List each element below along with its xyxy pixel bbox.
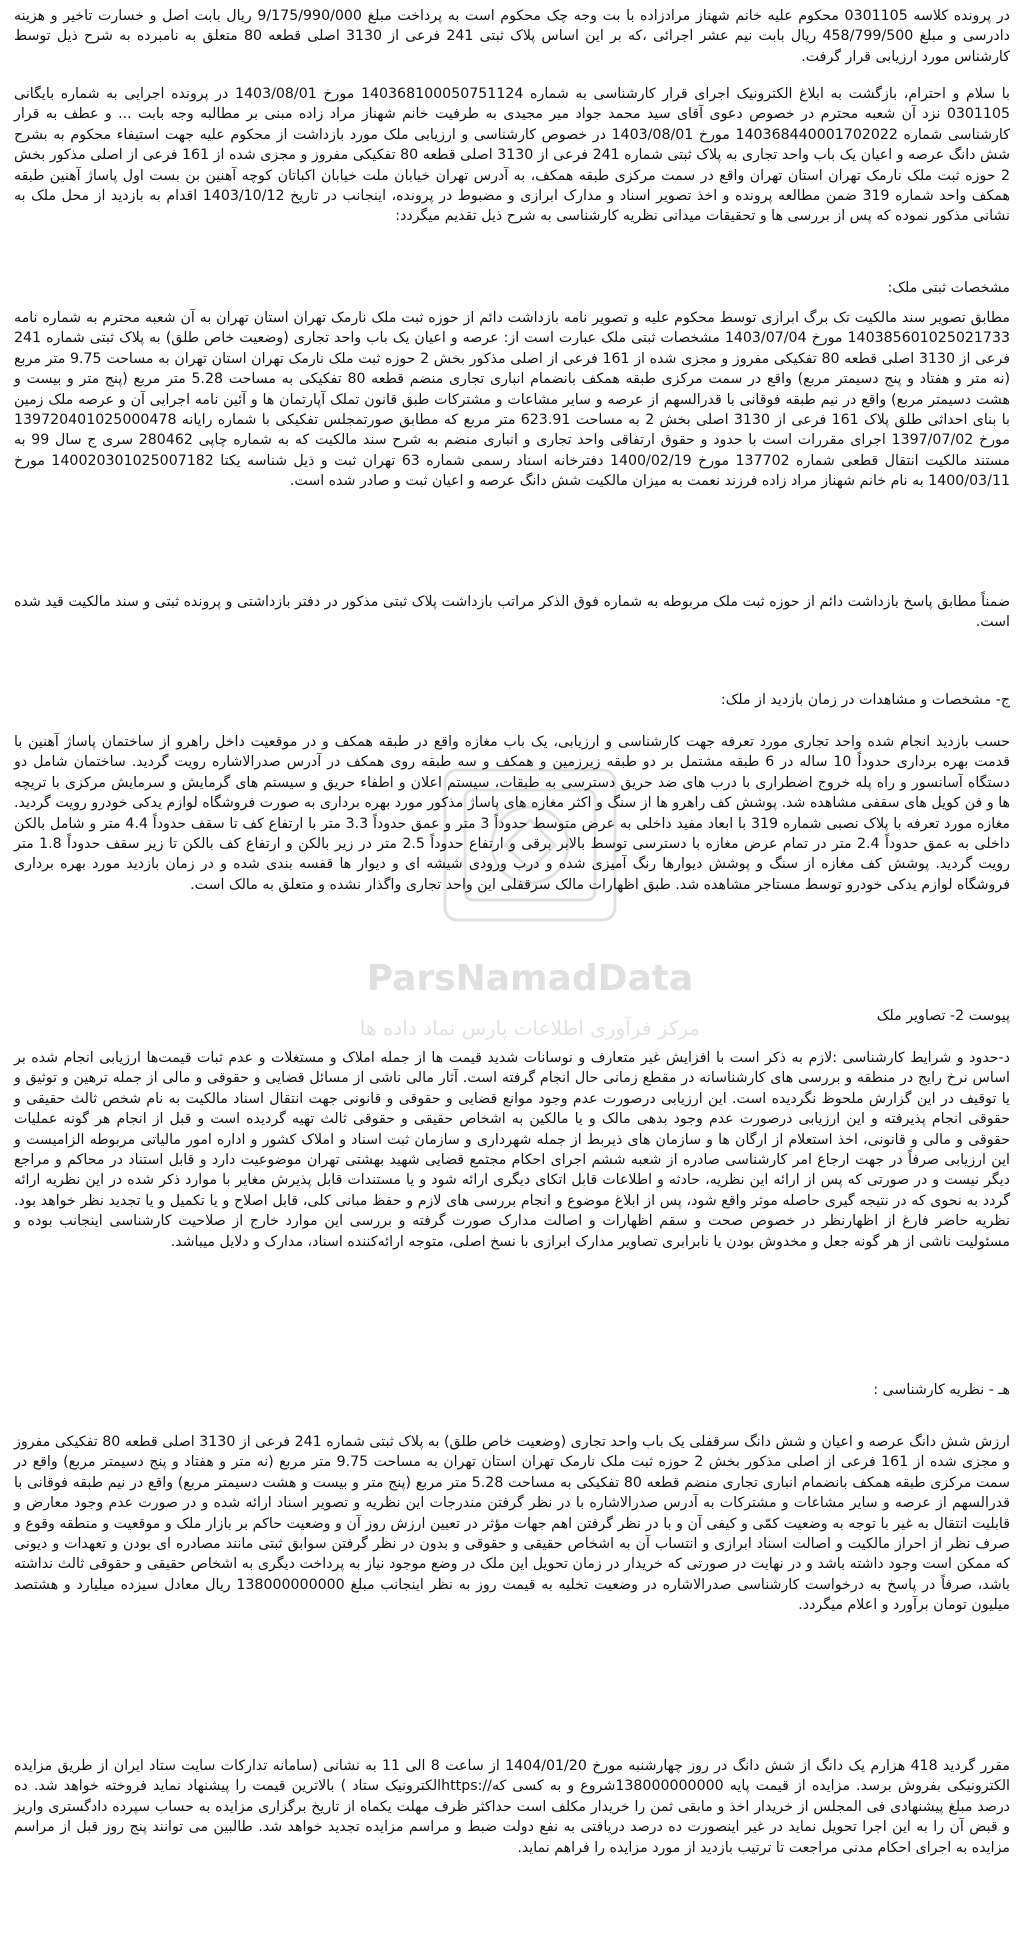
case-summary-paragraph: در پرونده کلاسه 0301105 محکوم علیه خانم شهناز مرادزاده با بت وجه چک محکوم است به پرداخت مبلغ 9/175/990/000 ریال بابت اصل و خسارت تاخیر و هزینه دادرسی و مبلغ 458/799/500 ریال بابت نیم عشر اجرائی ،که بر این اساس پلاک ثبتی 241 فرعی از 3130 اصلی قطعه 80 متعلق به نامبرده به شرح ذیل توسط کارشناس مورد ارزیابی قرار گرفت. bbox=[14, 8, 1010, 65]
watermark-brand: ParsNamadData bbox=[366, 958, 694, 999]
detention-note-paragraph: ضمناً مطابق پاسخ بازداشت دائم از حوزه ثبت ملک مربوطه به شماره فوق الذکر مراتب بازداشت پلاک ثبتی مذکور در دفتر بازداشتی و پرونده ثبتی و سند مالکیت قید شده است. bbox=[14, 594, 1010, 631]
introduction-paragraph: با سلام و احترام، بازگشت به ابلاغ الکترونیک اجرای قرار کارشناسی به شماره 140368100050751124 مورخ 1403/08/01 در پرونده اجرایی به شماره بایگانی 0301105 نزد آن شعبه محترم در خصوص دعوی آقای سید محمد جواد میر مجیدی به طرفیت خانم شهناز مراد زاده مبنی بر مطالبه وجه بابت ... و عطف به قرار کارشناسی شماره 140368440001702022 مورخ 1403/08/01 در خصوص کارشناسی و ارزیابی ملک مورد بازداشت از محکوم علیه جهت استیفاء محکوم به بشرح شش دانگ عرصه و اعیان یک باب واحد تجاری به پلاک ثبتی شماره 241 فرعی از 3130 اصلی قطعه 80 تفکیکی مفروز و مجزی شده از 161 فرعی از اصلی مذکور بخش 2 حوزه ثبت ملک نارمک تهران استان تهران واقع در سمت مرکزی طبقه همکف، به آدرس تهران خیابان ملت خیابان اکباتان کوچه آهنین بن بست اول پاساژ آهنین طبقه همکف واحد شماره 319 ضمن مطالعه پرونده و اخذ تصویر اسناد و مدارک ابرازی و مضبوط در پرونده، اینجانب در تاریخ 1403/10/12 اقدام به بازدید از محل ملک به نشانی مذکور نموده که پس از بررسی ها و تحقیقات میدانی نظریه کارشناسی به شرح ذیل تقدیم میگردد: bbox=[14, 86, 1011, 225]
observations-paragraph: حسب بازدید انجام شده واحد تجاری مورد تعرفه جهت کارشناسی و ارزیابی، یک باب مغازه واقع در طبقه همکف و در موقعیت داخل راهرو از ساختمان پاساژ آهنین با قدمت بهره برداری حدوداً 10 ساله در 6 طبقه مشتمل بر دو طبقه زیرزمین و همکف و سه طبقه روی همکف در آدرس صدرالاشاره رویت گردید. ساختمان شامل دو دستگاه آسانسور و راه پله خروج اضطراری با درب های ضد حریق دسترسی به طبقات، سیستم اعلان و اطفاء حریق و سیستم های گرمایش و سرمایش مرکزی با تریچه ها و فن کویل های سقفی مشاهده شد. پوشش کف راهرو ها از سنگ و اکثر مغازه های پاساژ مذکور مورد بهره برداری به صورت فروشگاه لوازم یدکی خودرو رویت گردید. مغازه مورد تعرفه با پلاک نصبی شماره 319 با ابعاد مفید داخلی به عرض متوسط حدوداً 3 متر و عمق حدوداً 3.3 متر با ارتفاع کف تا سقف حدوداً 4.4 متر و شامل بالکن داخلی به عمق حدوداً 2.4 متر در تمام عرض مغازه با دسترسی توسط بالابر برقی و ارتفاع حدوداً 2.5 متر در زیر بالکن و ارتفاع کف بالکن تا زیر سقف حدوداً 1.8 متر رویت گردید. پوشش کف مغازه از سنگ و پوشش دیوارها رنگ آمیزی شده و درب ورودی شیشه ای و دیوار ها قفسه بندی شده و در زمان بازدید مورد بهره برداری فروشگاه لوازم یدکی خودرو توسط مستاجر مشاهده شد. طبق اظهارات مالک سرقفلی این واحد تجاری واگذار نشده و متعلق به مالک است. bbox=[14, 734, 1011, 893]
attachment-heading: پیوست 2- تصاویر ملک bbox=[876, 1008, 1010, 1024]
valuation-paragraph: ارزش شش دانگ عرصه و اعیان و شش دانگ سرقفلی یک باب واحد تجاری (وضعیت خاص طلق) به پلاک ثبتی شماره 241 فرعی از 3130 اصلی قطعه 80 تفکیکی مفروز و مجزی شده از 161 فرعی از اصلی مذکور بخش 2 حوزه ثبت ملک نارمک تهران استان تهران به مساحت 9.75 متر مربع (نه متر و هفتاد و پنج دسیمتر مربع) واقع در سمت مرکزی طبقه همکف بانضمام انباری تجاری منضم قطعه 80 تفکیکی به مساحت 5.28 متر مربع (پنج متر و بیست و هشت دسیمتر مربع) واقع در نیم طبقه فوقانی با قدرالسهم از عرصه و سایر مشاعات و مشترکات به آدرس صدرالاشاره با در نظر گرفتن مندرجات این نظریه و تصویر اسناد ارائه شده و در صورت عدم وجود معارض و قابلیت انتقال به غیر با توجه به وضعیت کمّی و کیفی آن و با در نظر گرفتن اهم جهات مؤثر در تعیین ارزش روز آن و وضعیت حاکم بر بازار ملک و موقعیت و منطقه وقوع و صرف نظر از احراز مالکیت و اصالت اسناد ابرازی و انتساب آن به اشخاص حقیقی و حقوقی و بدون در نظر گرفتن سوابق ثبتی مانند مصادره ای بودن و تعهدات و دیونی که ممکن است وجود داشته باشد و در نهایت در صورتی که خریدار در زمان تحویل این ملک در وضع موجود نیاز به پرداخت دیگری به اشخاص حقیقی و حقوقی ثالث نداشته باشد، صرفاً در پاسخ به درخواست کارشناسی صدرالاشاره در وضعیت تخلیه به قیمت روز به نظر اینجانب مبلغ 138000000000 ریال معادل سیزده میلیارد و هشتصد میلیون تومان برآورد و اعلام میگردد. bbox=[14, 1434, 1011, 1614]
expert-opinion-heading: هـ - نظریه کارشناسی : bbox=[873, 1382, 1010, 1398]
registry-details-paragraph: مطابق تصویر سند مالکیت تک برگ ابرازی توسط محکوم علیه و تصویر نامه بازداشت دائم از حوزه ثبت ملک نارمک تهران استان تهران به آن شعبه محترم به شماره نامه 140385601025021733 مورخ 1403/07/04 مشخصات ثبتی ملک عبارت است از: عرصه و اعیان یک باب واحد تجاری (وضعیت خاص طلق) به پلاک ثبتی شماره 241 فرعی از 3130 اصلی قطعه 80 تفکیکی مفروز و مجزی شده از 161 فرعی از اصلی مذکور بخش 2 حوزه ثبت ملک نارمک تهران استان تهران به مساحت 9.75 متر مربع (نه متر و هفتاد و پنج دسیمتر مربع) واقع در سمت مرکزی طبقه همکف بانضمام انباری تجاری منضم قطعه 80 تفکیکی به مساحت 5.28 متر مربع (پنج متر و بیست و هشت دسیمتر مربع) واقع در نیم طبقه فوقانی با قدرالسهم از عرصه و سایر مشاعات و مشترکات طبق قانون تملک آپارتمان ها و آئین نامه اجرایی آن و عرصه ملک زمین با بنای احداثی طلق پلاک 161 فرعی از 3130 اصلی بخش 2 به مساحت 623.91 متر مربع که مطابق صورتمجلس تفکیکی با شماره رایانه 139720401025000478 مورخ 1397/07/02 اجرای مقررات است با حدود و حقوق ارتفاقی واحد تجاری و انباری منضم به شرح سند مالکیت که به شماره چاپی 280462 سری ج سال 99 به مستند مالکیت انتقال قطعی شماره 137702 مورخ 1400/02/19 دفترخانه اسناد رسمی شماره 63 تهران ثبت و ذیل شناسه یکتا 140020301025007182 مورخ 1400/03/11 به نام خانم شهناز مراد زاده فرزند نعمت به میزان مالکیت شش دانگ عرصه و اعیان ثبت و صادر شده است. bbox=[14, 310, 1011, 490]
auction-paragraph: مقرر گردید 418 هزارم یک دانگ از شش دانگ در روز چهارشنبه مورخ 1404/01/20 از ساعت 8 الی 11 به نشانی (سامانه تدارکات سایت ستاد ایران از طریق مزایده الکترونیکی بفروش برسد. مزایده از قیمت پایه 138000000000شروع و به کسی که//:httpsالکترونیک ستاد ) بالاترین قیمت را پیشنهاد نماید فروخته خواهد شد. ده درصد مبلغ پیشنهادی فی المجلس از خریدار اخذ و مابقی ثمن را خریدار مکلف است حداکثر ظرف مهلت یکماه از تاریخ برگزاری مزایده به حساب سپرده دادگستری واریز و قبض آن را به این اجرا تحویل نماید در غیر اینصورت ده درصد دریافتی به نفع دولت ضبط و مراسم مزایده تجدید خواهد شد. طالبین می توانند پنج روز قبل از مراسم مزایده به اجرای احکام مدنی مراجعت تا ترتیب بازدید از مورد مزایده را فراهم نماید. bbox=[14, 1758, 1010, 1856]
watermark-subtitle: مرکز فرآوری اطلاعات پارس نماد داده ها bbox=[359, 1016, 701, 1040]
registry-specs-heading: مشخصات ثبتی ملک: bbox=[887, 280, 1010, 296]
conditions-paragraph: د-حدود و شرایط کارشناسی :لازم به ذکر است با افزایش غیر متعارف و نوسانات شدید قیمت ها از جمله املاک و مستغلات و عدم ثبات قیمت‌ها ارزیابی انجام شده بر اساس نرخ رایج در منطقه و بررسی های کارشناسانه در مقطع زمانی حال انجام گرفته است. آثار مالی ناشی از مسائل قضایی و حقوقی و مالی از جمله ترهین و توثیق و یا توقیف در این گزارش ملحوظ نگردیده است. این ارزیابی درصورت عدم وجود موانع قضایی و حقوقی و قانونی جهت انتقال اسناد مالکیت به نام شخص ثالث حقیقی و حقوقی انجام پذیرفته و این ارزیابی درصورت عدم وجود بدهی مالک و یا مالکین به اشخاص حقیقی و حقوقی ثالث تهیه گردیده است و قبل از انجام هر گونه عملیات حقوقی و مالی و قانونی، اخذ استعلام از ارگان ها و سازمان های ذیربط از جمله شهرداری و سازمان ثبت اسناد و املاک کشور و اداره امور مالیاتی مربوطه الزامیست و این ارزیابی صرفاً در جهت ارجاع امر کارشناسی صادره از شعبه ششم اجرای احکام مجتمع قضایی شهید بهشتی تهران موضوعیت دارد و قابل استناد در محاکم و مراجع دیگر نیست و در صورتی که پس از ارائه این نظریه، حادثه و اطلاعات قابل اتکای دیگری ارائه شود و یا مستندات قابل پذیرش مغایر با موارد ذکر شده در این نظریه ارائه گردد به نحوی که در نتیجه گیری حاصله موثر واقع شود، پس از ابلاغ موضوع و انجام بررسی های لازم و حفظ مبانی کلی، قابل اصلاح و یا تکمیل و یا تجدید نظر خواهد بود. نظریه حاضر فارغ از اظهارنظر در خصوص صحت و سقم اظهارات و اصالت مدارک صورت گرفته و بررسی این موارد خارج از صلاحیت کارشناسی اینجانب بوده و مسئولیت ناشی از هر گونه جعل و مخدوش بودن یا نابرابری تصاویر مدارک ابرازی با نسخ اصلی، متوجه ارائه‌کننده اسناد، مدارک و دلایل میباشد. bbox=[14, 1050, 1010, 1250]
observations-heading: ج- مشخصات و مشاهدات در زمان بازدید از ملک: bbox=[720, 692, 1010, 708]
